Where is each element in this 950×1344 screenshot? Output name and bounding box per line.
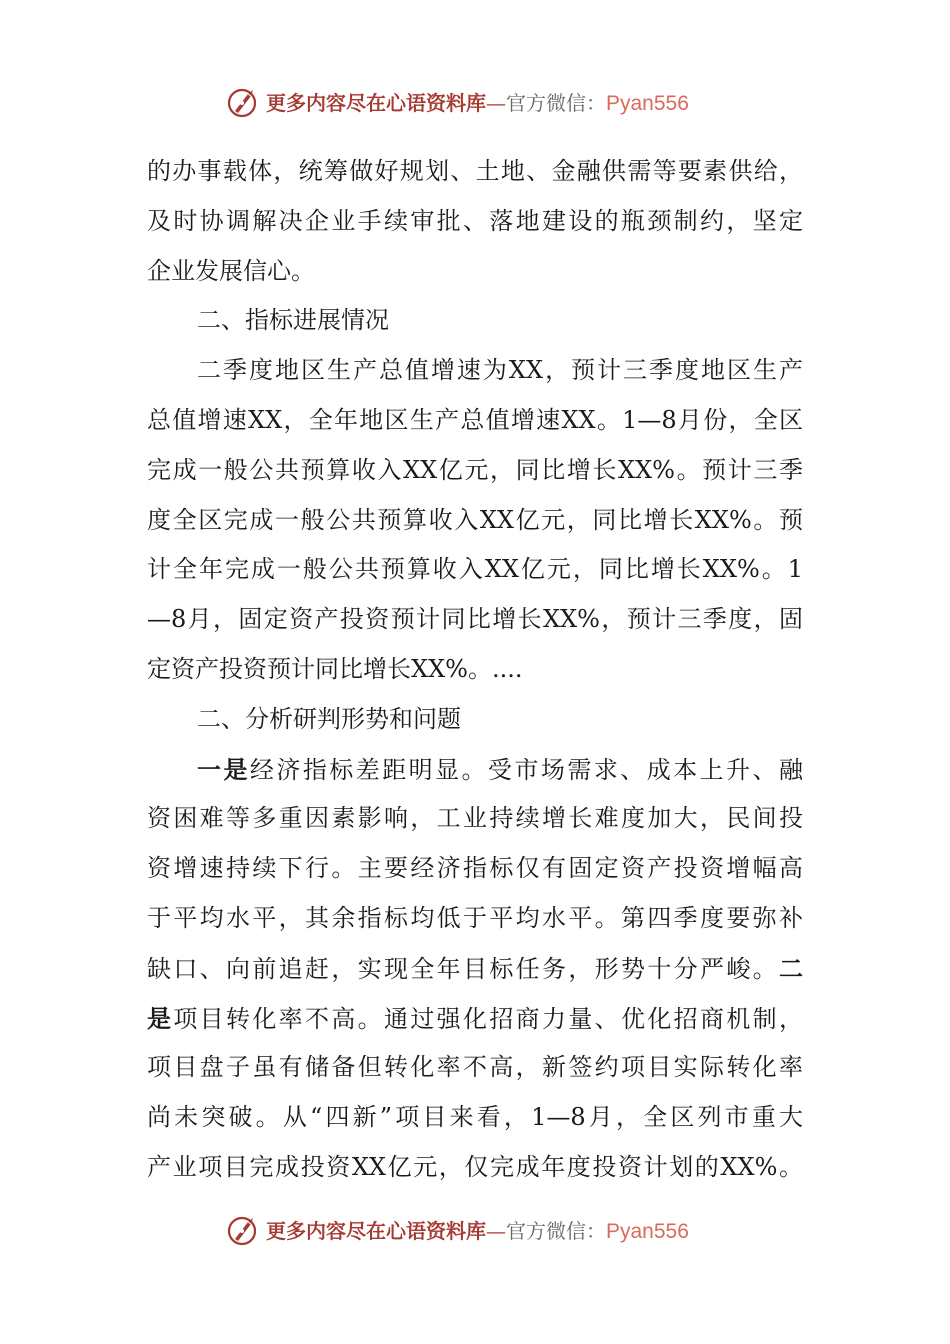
watermark-brand: 更多内容尽在心语资料库 [266, 91, 486, 115]
text-line: 产业项目完成投资XX亿元，仅完成年度投资计划的XX%。 [147, 1152, 803, 1181]
watermark-label: 官方微信： [506, 1219, 606, 1243]
text-line: 完成一般公共预算收入XX亿元，同比增长XX%。预计三季 [147, 455, 803, 484]
watermark-handle: Pyan556 [606, 1220, 689, 1243]
section-heading: 二、指标进展情况 [197, 306, 389, 335]
text-line [147, 745, 803, 795]
text-line: 度全区完成一般公共预算收入XX亿元，同比增长XX%。预 [147, 505, 803, 534]
watermark-dash: — [486, 91, 506, 115]
bold-marker: 一是 [197, 754, 250, 784]
text-line: 资困难等多重因素影响，工业持续增长难度加大，民间投 [147, 804, 803, 833]
text-line [147, 994, 803, 1044]
text-line: 及时协调解决企业手续审批、落地建设的瓶颈制约，坚定 [147, 206, 803, 235]
document-body [147, 147, 803, 1193]
pen-nib-circle-icon [226, 1212, 262, 1248]
text-line: 资增速持续下行。主要经济指标仅有固定资产投资增幅高 [147, 854, 803, 883]
text-line: 于平均水平，其余指标均低于平均水平。第四季度要弥补 [147, 903, 803, 932]
text-line: 尚未突破。从“四新”项目来看，1—8月，全区列市重大 [147, 1103, 803, 1132]
watermark-brand: 更多内容尽在心语资料库 [266, 1219, 486, 1243]
bold-marker: 二 [779, 953, 803, 983]
watermark-banner-top [0, 80, 950, 124]
watermark-label: 官方微信： [506, 91, 606, 115]
text-run: 缺口、向前追赶，实现全年目标任务，形势十分严峻。 [147, 954, 779, 983]
text-run: 项目转化率不高。通过强化招商力量、优化招商机制， [173, 1004, 804, 1033]
text-line: —8月，固定资产投资预计同比增长XX%，预计三季度，固 [147, 605, 803, 634]
section-heading: 二、分析研判形势和问题 [197, 704, 461, 733]
text-line: 计全年完成一般公共预算收入XX亿元，同比增长XX%。1 [147, 555, 803, 584]
pen-nib-circle-icon [226, 84, 262, 120]
text-run: 经济指标差距明显。受市场需求、成本上升、融 [249, 755, 804, 784]
watermark-handle: Pyan556 [606, 92, 689, 115]
text-line: 企业发展信心。 [147, 256, 315, 285]
watermark-banner-bottom [0, 1208, 950, 1252]
bold-marker: 是 [147, 1003, 174, 1033]
text-line: 的办事载体，统筹做好规划、土地、金融供需等要素供给， [147, 157, 803, 185]
text-line: 项目盘子虽有储备但转化率不高，新签约项目实际转化率 [147, 1053, 803, 1082]
watermark-dash: — [486, 1219, 506, 1243]
text-line: 二季度地区生产总值增速为XX，预计三季度地区生产 [197, 356, 803, 385]
watermark-text [266, 88, 689, 118]
text-line [147, 944, 803, 994]
text-line: 定资产投资预计同比增长XX%。.... [147, 654, 523, 683]
text-line: 总值增速XX，全年地区生产总值增速XX。1—8月份，全区 [147, 405, 803, 434]
watermark-text [266, 1216, 689, 1246]
